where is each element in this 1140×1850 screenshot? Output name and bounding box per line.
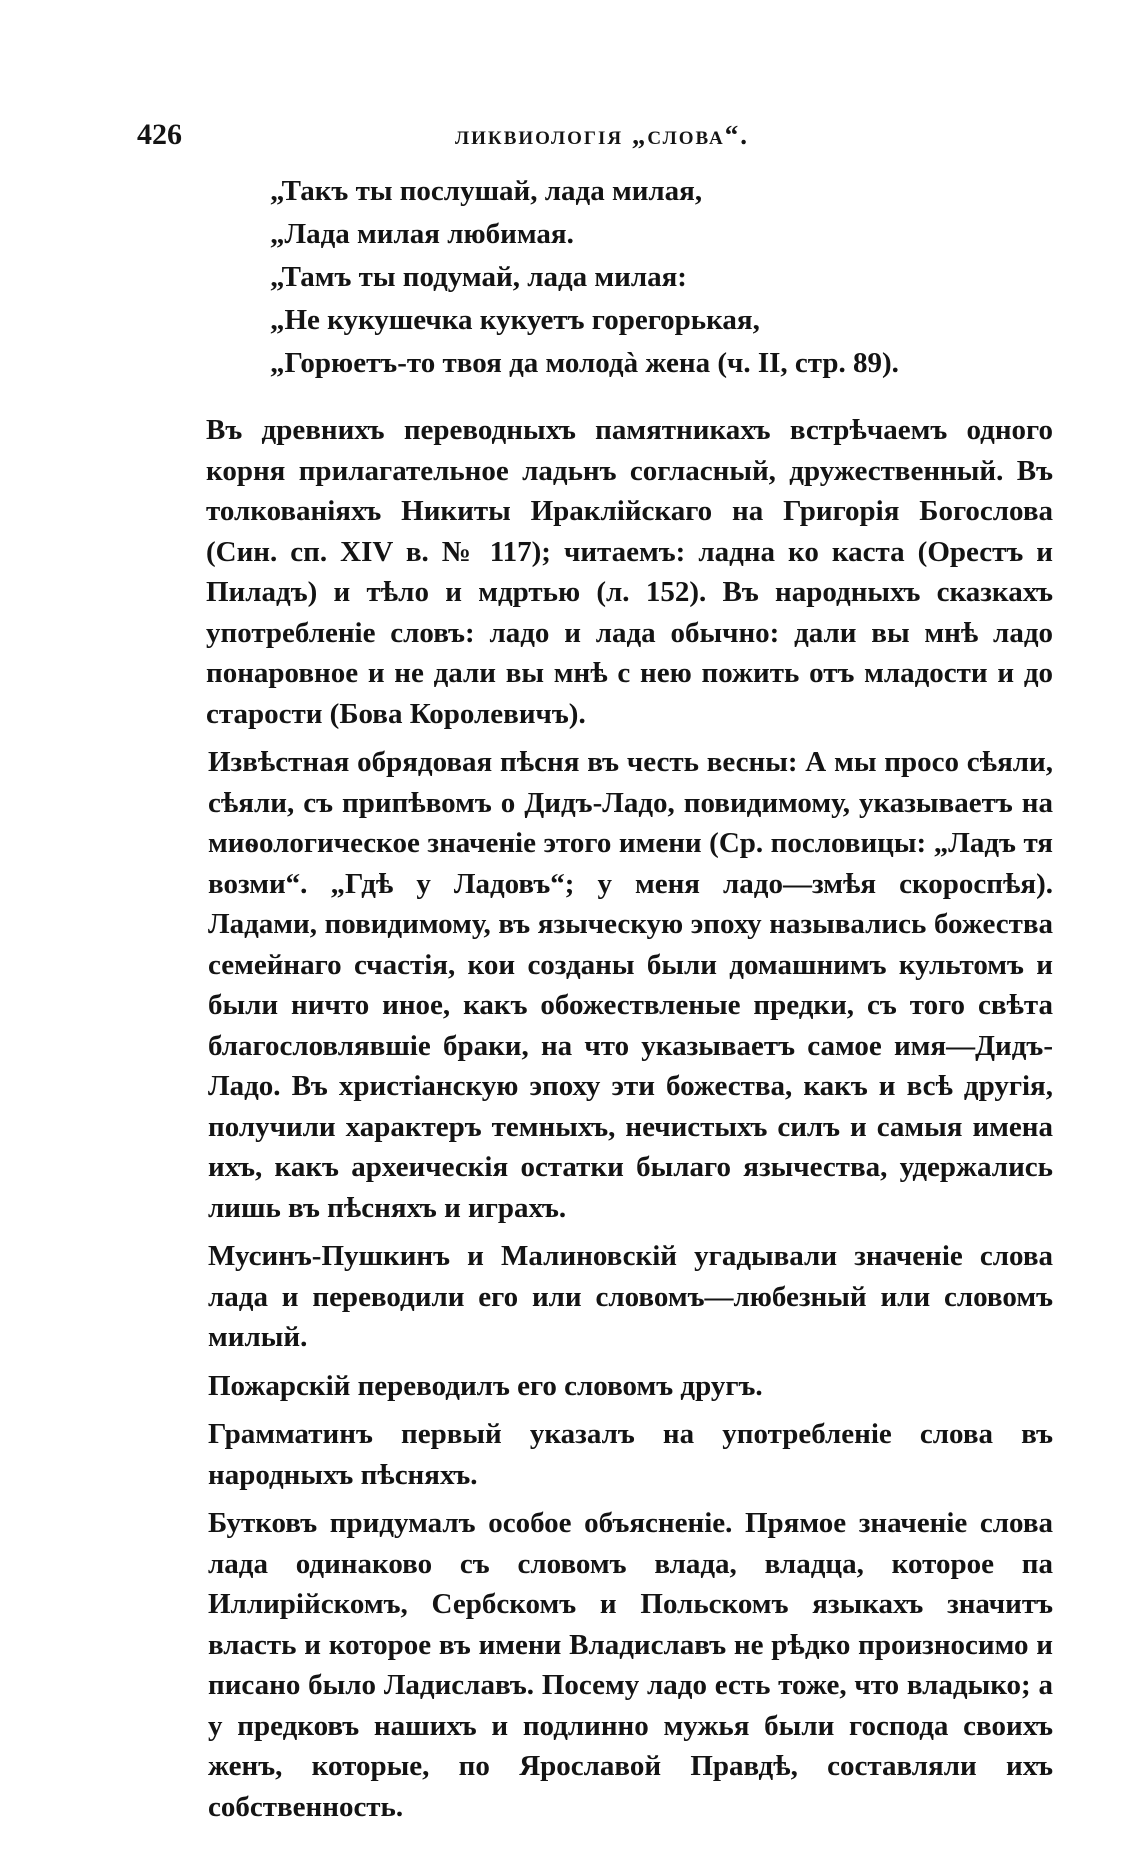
page-header [137,118,1067,158]
verse-line: „Такъ ты послушай, лада милая, [270,175,703,207]
paragraph: Мусинъ-Пушкинъ и Малиновскій угадывали значеніе слова лада и переводили его или словомъ—любезный или словомъ милый. [208,1240,1053,1353]
paragraph: Бутковъ придумалъ особое объясненіе. Прямое значеніе слова лада одинаково съ словомъ влада, владца, которое па Иллирійскомъ, Сербскомъ и Польскомъ языкахъ значитъ власть и которое въ имени Владиславъ не рѣдко произносимо и писано было Ладиславъ. Посему ладо есть тоже, что владыко; а у предковъ нашихъ и подлинно мужья были господа своихъ женъ, которые, по Ярославой Правдѣ, составляли ихъ собственность. [208,1507,1053,1823]
paragraph: Пожарскій переводилъ его словомъ другъ. [208,1369,763,1402]
page-number: 426 [137,118,182,151]
verse-line: „Не кукушечка кукуетъ горегорькая, [270,304,760,336]
paragraph: Въ древнихъ переводныхъ памятникахъ встрѣчаемъ одного корня прилагательное ладьнъ согласный, дружественный. Въ толкованіяхъ Никиты Ираклійскаго на Григорія Богослова (Син. сп. XIV в. № 117); читаемъ: ладна ко каста (Орестъ и Пиладъ) и тѣло и мдртью (л. 152). Въ народныхъ сказкахъ употребленіе словъ: ладо и лада обычно: дали вы мнѣ ладо понаровное и не дали вы мнѣ с нею пожить отъ младости и до старости (Бова Королевичъ). [206,414,1053,730]
paragraph: Грамматинъ первый указалъ на употребленіе слова въ народныхъ пѣсняхъ. [208,1418,1053,1491]
verse-quote [270,170,1070,385]
verse-line: „Лада милая любимая. [270,218,574,250]
verse-line: „Горюетъ-то твоя да молодà жена (ч. II, стр. 89). [270,347,899,379]
body-text [208,410,1053,1835]
running-title: ликвиологія „слова“. [454,120,750,150]
verse-line: „Тамъ ты подумай, лада милая: [270,261,687,293]
paragraph: Извѣстная обрядовая пѣсня въ честь весны: А мы просо сѣяли, сѣяли, съ припѣвомъ о Дидъ-Ладо, повидимому, указываетъ на миѳологическое значеніе этого имени (Ср. пословицы: „Ладъ тя возми“. „Гдѣ у Ладовъ“; у меня ладо—змѣя скороспѣя). Ладами, повидимому, въ языческую эпоху назывались божества семейнаго счастія, кои созданы были домашнимъ культомъ и были ничто иное, какъ обожествленые предки, съ того свѣта благословлявшіе браки, на что указываетъ самое имя—Дидъ-Ладо. Въ христіанскую эпоху эти божества, какъ и всѣ другія, получили характеръ темныхъ, нечистыхъ силъ и самыя имена ихъ, какъ археическія остатки былаго язычества, удержались лишь въ пѣсняхъ и играхъ. [208,746,1053,1224]
